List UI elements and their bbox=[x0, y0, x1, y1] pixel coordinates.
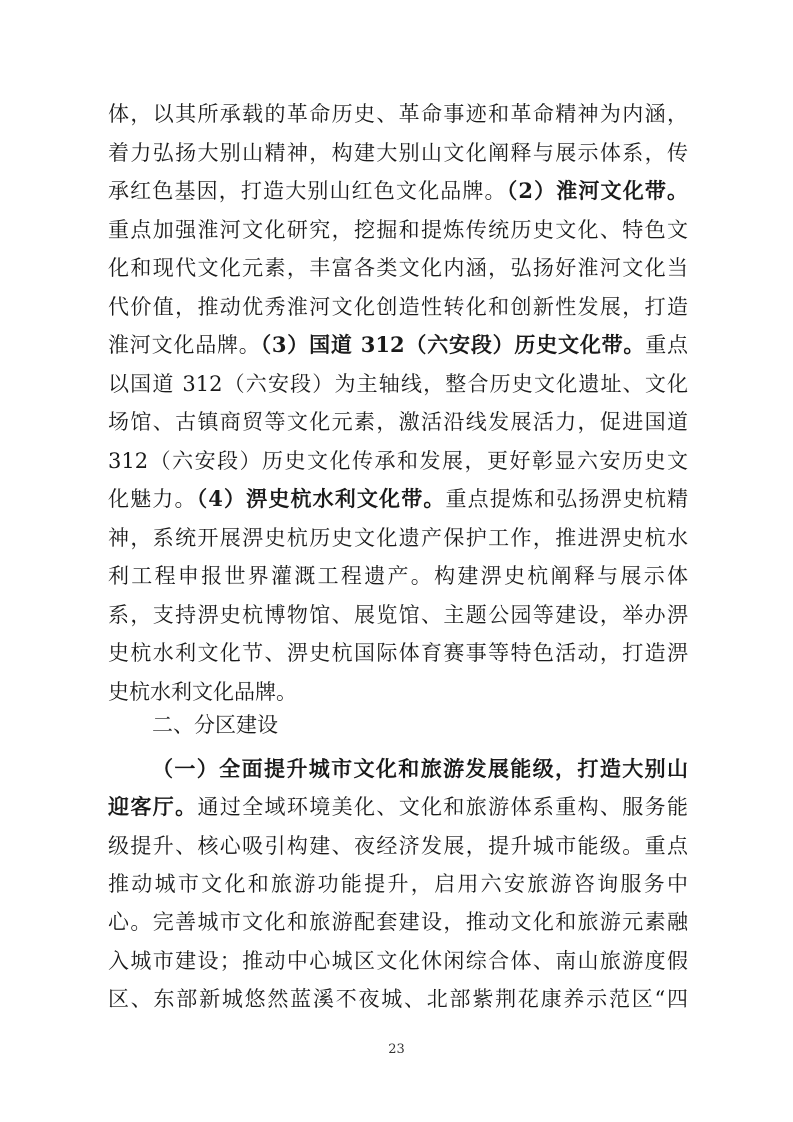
text-line bbox=[152, 752, 688, 786]
text-line bbox=[108, 675, 688, 709]
text-line bbox=[108, 444, 688, 478]
text-segment: 系，支持淠史杭博物馆、展览馆、主题公园等建设，举办淠 bbox=[108, 602, 688, 627]
text-line bbox=[108, 559, 688, 593]
text-line bbox=[108, 290, 688, 324]
text-segment: 重点 bbox=[645, 333, 688, 357]
text-segment: 心。完善城市文化和旅游配套建设，推动文化和旅游元素融 bbox=[108, 910, 688, 935]
text-segment: 二、分区建设 bbox=[152, 713, 278, 737]
text-line bbox=[108, 636, 688, 670]
text-segment: 通过全域环境美化、文化和旅游体系重构、服务能 bbox=[197, 795, 688, 820]
text-line bbox=[108, 482, 688, 516]
bold-text-segment: 迎客厅。 bbox=[108, 794, 198, 820]
text-segment: 重点加强淮河文化研究，挖掘和提炼传统历史文化、特色文 bbox=[108, 217, 688, 242]
text-segment: 以国道 312（六安段）为主轴线，整合历史文化遗址、文化 bbox=[108, 371, 688, 396]
text-segment: 化魅力。 bbox=[108, 487, 197, 511]
text-line bbox=[108, 213, 688, 247]
section-heading bbox=[152, 708, 688, 742]
text-segment: 体，以其所承载的革命历史、革命事迹和革命精神为内涵， bbox=[108, 102, 688, 126]
page-number: 23 bbox=[388, 1042, 405, 1057]
text-segment: 代价值，推动优秀淮河文化创造性转化和创新性发展，打造 bbox=[108, 294, 688, 319]
text-line bbox=[108, 97, 688, 131]
text-line bbox=[108, 598, 688, 632]
text-segment: 化和现代文化元素，丰富各类文化内涵，弘扬好淮河文化当 bbox=[108, 256, 688, 280]
text-line bbox=[108, 867, 688, 901]
text-line bbox=[108, 829, 688, 863]
text-line bbox=[108, 174, 688, 208]
text-segment: 神，系统开展淠史杭历史文化遗产保护工作，推进淠史杭水 bbox=[108, 525, 688, 550]
text-line bbox=[108, 521, 688, 555]
text-segment: 级提升、核心吸引构建、夜经济发展，提升城市能级。重点 bbox=[108, 833, 688, 858]
text-segment: 史杭水利文化品牌。 bbox=[108, 679, 297, 704]
text-line bbox=[108, 944, 688, 978]
bold-text-segment: （2）淮河文化带。 bbox=[506, 178, 688, 203]
text-line bbox=[108, 982, 688, 1016]
text-line bbox=[108, 251, 688, 285]
text-line bbox=[108, 405, 688, 439]
bold-text-segment: （3）国道 312（六安段）历史文化带。 bbox=[260, 332, 646, 357]
text-segment: 推动城市文化和旅游功能提升，启用六安旅游咨询服务中 bbox=[108, 871, 688, 896]
text-line bbox=[108, 905, 688, 939]
text-line bbox=[108, 367, 688, 401]
text-segment: 场馆、古镇商贸等文化元素，激活沿线发展活力，促进国道 bbox=[108, 410, 688, 434]
text-segment: 淮河文化品牌。 bbox=[108, 333, 261, 357]
text-line bbox=[108, 790, 688, 824]
text-segment: 入城市建设；推动中心城区文化休闲综合体、南山旅游度假 bbox=[108, 948, 688, 973]
text-segment: 利工程申报世界灌溉工程遗产。构建淠史杭阐释与展示体 bbox=[108, 564, 688, 588]
text-segment: 重点提炼和弘扬淠史杭精 bbox=[445, 487, 688, 511]
text-line bbox=[108, 328, 688, 362]
text-segment: 区、东部新城悠然蓝溪不夜城、北部紫荆花康养示范区“四 bbox=[108, 986, 688, 1011]
text-line bbox=[108, 136, 688, 170]
text-segment: 312（六安段）历史文化传承和发展，更好彰显六安历史文 bbox=[108, 448, 688, 473]
text-segment: 承红色基因，打造大别山红色文化品牌。 bbox=[108, 179, 507, 203]
bold-text-segment: （4）淠史杭水利文化带。 bbox=[196, 486, 446, 511]
text-segment: 着力弘扬大别山精神，构建大别山文化阐释与展示体系，传 bbox=[108, 140, 688, 165]
text-segment: 史杭水利文化节、淠史杭国际体育赛事等特色活动，打造淠 bbox=[108, 641, 688, 665]
bold-text-segment: （一）全面提升城市文化和旅游发展能级，打造大别山 bbox=[152, 756, 688, 781]
